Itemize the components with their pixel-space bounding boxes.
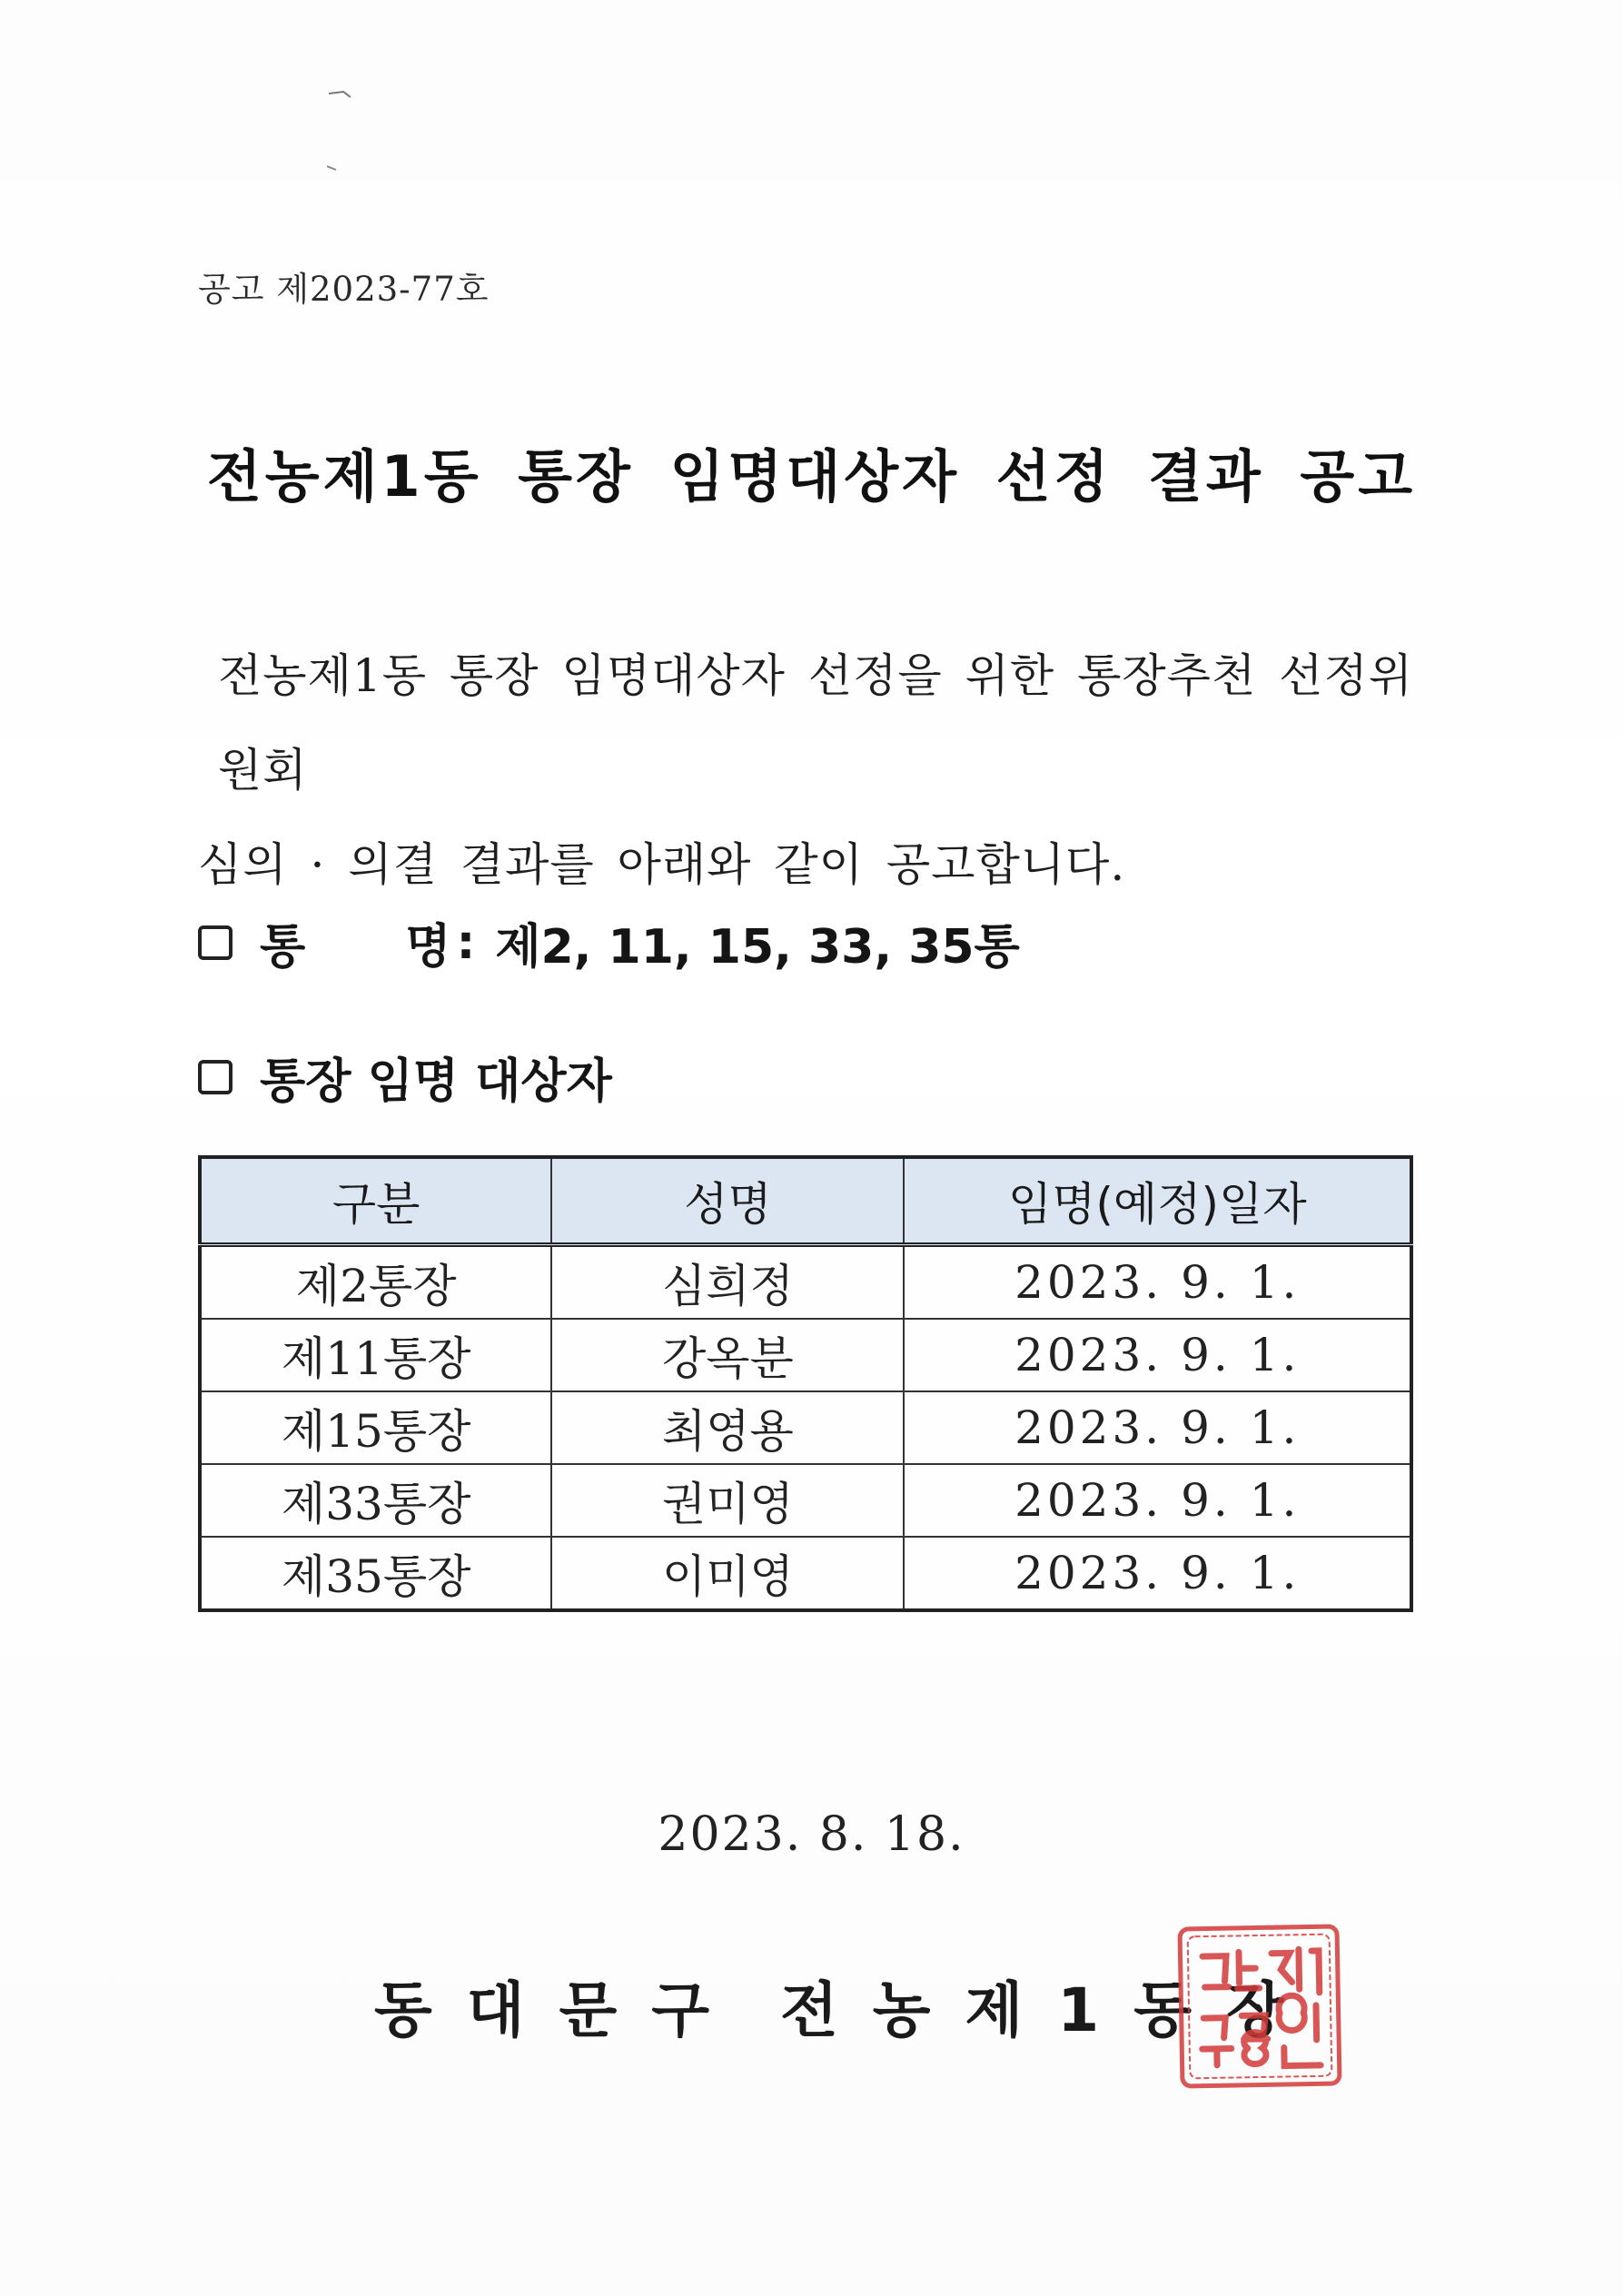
cell-division: 제33통장	[200, 1464, 551, 1537]
section-targets	[198, 1043, 612, 1111]
header-name: 성명	[551, 1157, 904, 1245]
signer-org: 동대문구	[374, 1975, 745, 2045]
cell-date: 2023. 9. 1.	[904, 1391, 1411, 1464]
cell-name: 권미영	[551, 1464, 904, 1537]
page-title: 전농제1동 통장 임명대상자 선정 결과 공고	[206, 443, 1417, 510]
section-tong-colon: :	[456, 915, 476, 970]
signer-title: 전농제1동장	[780, 1975, 1319, 2045]
notice-number: 공고 제2023-77호	[198, 270, 490, 309]
cell-name: 최영용	[551, 1391, 904, 1464]
section-targets-label: 통장 임명 대상자	[260, 1054, 612, 1109]
cell-name: 이미영	[551, 1537, 904, 1610]
table-header-row	[200, 1157, 1411, 1245]
section-tong-value: 제2, 11, 15, 33, 35통	[495, 920, 1020, 975]
cell-date: 2023. 9. 1.	[904, 1537, 1411, 1610]
table-row	[200, 1537, 1411, 1610]
official-seal-stamp	[1177, 1924, 1341, 2088]
section-tong-names	[198, 908, 1020, 976]
cell-name: 강옥분	[551, 1319, 904, 1391]
cell-date: 2023. 9. 1.	[904, 1245, 1411, 1320]
table-row	[200, 1391, 1411, 1464]
table-row	[200, 1464, 1411, 1537]
header-date: 임명(예정)일자	[904, 1157, 1411, 1245]
appointee-table	[198, 1155, 1413, 1612]
cell-division: 제35통장	[200, 1537, 551, 1610]
issue-date: 2023. 8. 18.	[658, 1807, 965, 1862]
table-row	[200, 1245, 1411, 1320]
header-division: 구분	[200, 1157, 551, 1245]
body-line-2: 심의 · 의결 결과를 아래와 같이 공고합니다.	[198, 838, 1126, 891]
cell-division: 제15통장	[200, 1391, 551, 1464]
signer-line	[374, 1962, 1319, 2048]
seal-icon	[1183, 1929, 1338, 2084]
body-line-1: 전농제1동 통장 임명대상자 선정을 위한 통장추천 선정위원회	[218, 649, 1414, 797]
scan-specks	[327, 86, 381, 186]
section-tong-label-a: 통	[260, 920, 306, 975]
cell-date: 2023. 9. 1.	[904, 1464, 1411, 1537]
body-paragraph	[198, 628, 1433, 912]
table-row	[200, 1319, 1411, 1391]
cell-name: 심희정	[551, 1245, 904, 1320]
cell-division: 제2통장	[200, 1245, 551, 1320]
section-tong-label-b: 명	[405, 920, 451, 975]
cell-date: 2023. 9. 1.	[904, 1319, 1411, 1391]
checkbox-square-icon	[198, 925, 233, 960]
cell-division: 제11통장	[200, 1319, 551, 1391]
checkbox-square-icon	[198, 1060, 233, 1094]
